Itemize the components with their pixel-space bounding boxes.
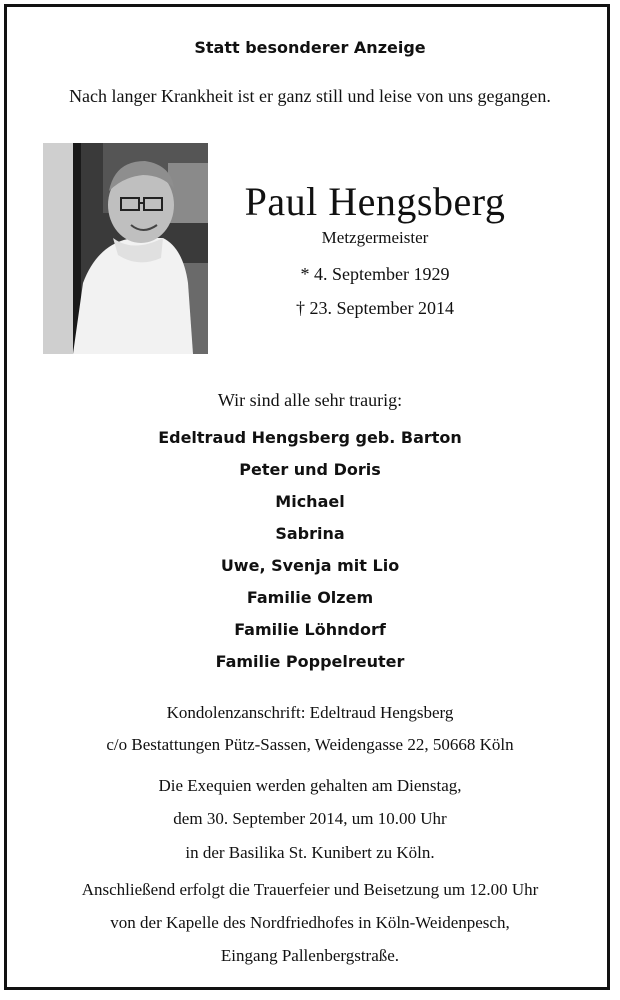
mourner-name: Michael: [275, 492, 345, 511]
notice-header: Statt besonderer Anzeige: [194, 38, 426, 57]
death-date: † 23. September 2014: [296, 298, 454, 318]
mourner-name: Familie Olzem: [246, 588, 374, 607]
notice-intro: Nach langer Krankheit ist er ganz still und leise von uns gegangen.: [69, 86, 551, 106]
mourner-name: Sabrina: [275, 524, 345, 543]
deceased-name: Paul Hengsberg: [244, 179, 506, 224]
mourner-name: Edeltraud Hengsberg geb. Barton: [158, 428, 462, 447]
service-info-line: dem 30. September 2014, um 10.00 Uhr: [173, 809, 447, 828]
deceased-profession: Metzgermeister: [321, 228, 429, 247]
mourners-intro: Wir sind alle sehr traurig:: [217, 390, 403, 410]
portrait-photo: [43, 143, 208, 354]
mourner-name: Familie Löhndorf: [234, 620, 386, 639]
mourner-name: Familie Poppelreuter: [215, 652, 405, 671]
condolence-address-line: Kondolenzanschrift: Edeltraud Hengsberg: [166, 703, 454, 722]
burial-info-line: Eingang Pallenbergstraße.: [220, 946, 400, 965]
birth-date: * 4. September 1929: [300, 264, 450, 284]
condolence-address-line: c/o Bestattungen Pütz-Sassen, Weidengasse 22, 50668 Köln: [106, 735, 514, 754]
mourner-name: Peter und Doris: [239, 460, 381, 479]
mourner-name: Uwe, Svenja mit Lio: [220, 556, 400, 575]
burial-info-line: von der Kapelle des Nordfriedhofes in Köln-Weidenpesch,: [110, 913, 510, 932]
service-info-line: Die Exequien werden gehalten am Dienstag,: [158, 776, 462, 795]
service-info-line: in der Basilika St. Kunibert zu Köln.: [185, 843, 435, 862]
burial-info-line: Anschließend erfolgt die Trauerfeier und Beisetzung um 12.00 Uhr: [81, 880, 539, 899]
